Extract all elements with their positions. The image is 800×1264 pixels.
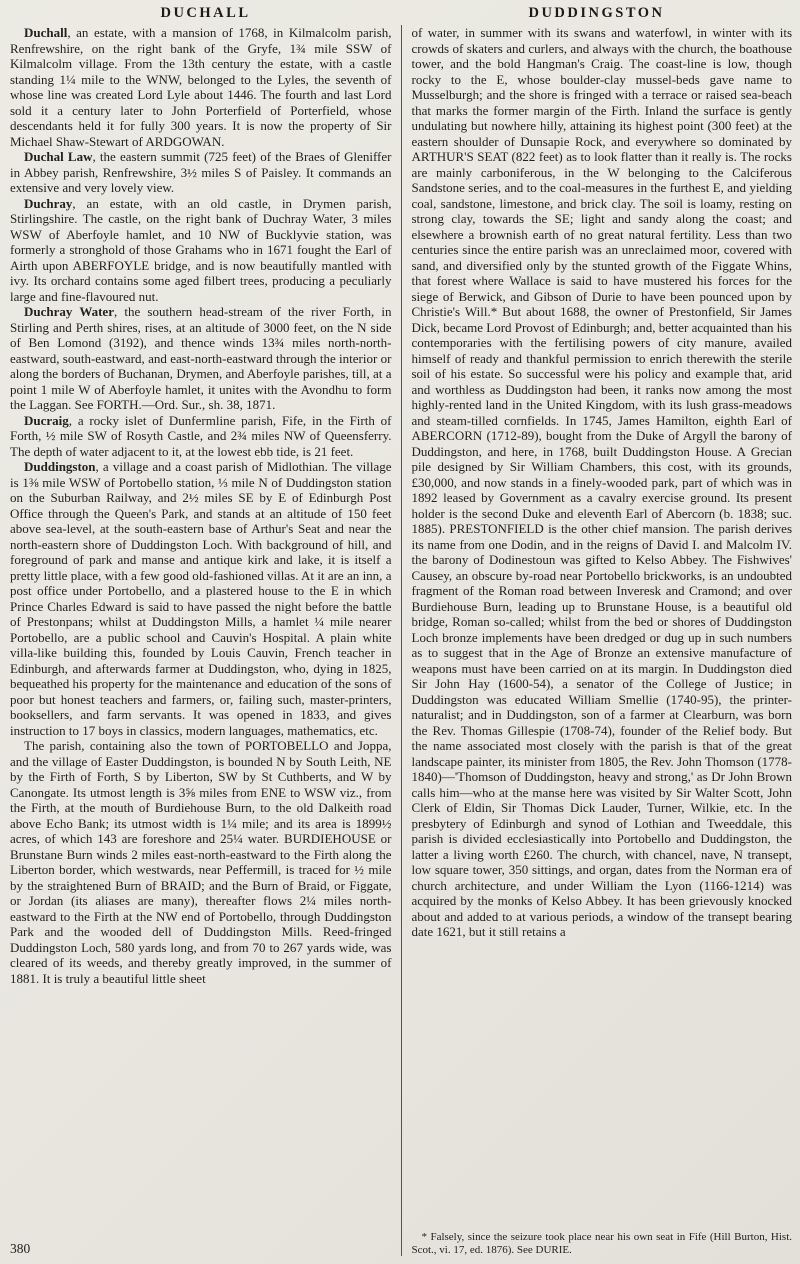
left-column xyxy=(10,25,401,1256)
continuation-paragraph: of water, in summer with its swans and waterfowl, in winter with its crowds of skaters and curlers, and always with the church, the boathouse tower, and the bold Hangman's Craig. The coast-line is low, though rocky to the E, whose boulder-clay mussel-beds gave name to Musselburgh; and the shore is fringed with a terrace or raised sea-beach that marks the former margin of the Firth. Inland the surface is gently undulating but nowhere hilly, attaining its highest point (300 feet) at the eastern shoulder of Dunsapie Rock, and everywhere so dominated by ARTHUR'S SEAT (822 feet) as to look flatter than it really is. The rocks are mainly carboniferous, in the W belonging to the Calciferous Sandstone series, and to the coal-measures in the furthest E, and yielding coal, sandstone, limestone, and brick clay. The soil is loamy, resting on strong clay, towards the SE; light and sandy along the coast; and elsewhere a brownish earth of no great natural fertility. Less than two centuries since the entire parish was an unreclaimed moor, covered with sand, and diversified only by the stunted growth of the Figgate Whins, that forest where Wallace is said to have mustered his forces for the siege of Berwick, and Gibson of Durie to have been pounced upon by Christie's Will.* But about 1688, the owner of Prestonfield, Sir James Dick, became Lord Provost of Edinburgh; and, better acquainted than his contemporaries with the fertilising powers of city manure, availed himself of ready and thankful permission to enrich therewith the sterile soil of his estate. So successful were his policy and example that, arid and worthless as Duddingston had been, it ranks now among the most highly-rented land in the United Kingdom, with its lush grass-meadows and steam-tilled cornfields. In 1745, James Hamilton, eighth Earl of ABERCORN (1712-89), bought from the Duke of Argyll the barony of Duddingston, and here, in 1768, built Duddingston House. A Grecian pile designed by Sir William Chambers, this cost, with its grounds, £30,000, and now stands in a finely-wooded park, part of which was in 1892 leased by Government as a cavalry exercise ground. Its present holder is the second Duke and eleventh Earl of Abercorn (b. 1838; suc. 1885). PRESTONFIELD is the other chief mansion. The parish derives its name from one Dodin, and in the reigns of David I. and Malcolm IV. the barony of Dodinestoun was gifted to Kelso Abbey. The Fishwives' Causey, an obscure by-road near Portobello brickworks, is an undoubted fragment of the Roman road between Inveresk and Cramond; and over Burdiehouse Burn, leading up to Brunstane House, is a beautiful old bridge, Roman so-called; whilst from the bed or shores of Duddingston Loch bronze implements have been dredged or dug up in such numbers as to suggest that in the Age of Bronze an extensive manufacture of weapons must have been carried on at its margin. In Duddingston died Sir John Hay (1600-54), a senator of the College of Justice; in Duddingston was educated William Smellie (1740-95), the printer-naturalist; and in Duddingston, son of a farmer at Clearburn, was born the Rev. Thomas Gillespie (1708-74), founder of the Relief body. But the name associated most closely with the parish is that of the great landscape painter, its minister from 1805, the Rev. John Thomson (1778-1840)—'Thomson of Duddingston, heavy and strong,' as Dr John Brown calls him—who at the manse here was visited by Sir Walter Scott, John Clerk of Eldin, Sir Thomas Dick Lauder, Turner, Wilkie, etc. In the presbytery of Edinburgh and synod of Lothian and Tweeddale, this parish is divided ecclesiastically into Portobello and Duddingston, the latter a living worth £260. The church, with chancel, nave, N transept, low square tower, 350 sittings, and organ, dates from the Norman era of church architecture, and under William the Lyon (1166-1214) was acquired by the monks of Kelso Abbey. It has been grievously knocked about and added to at various periods, a window of the transept bearing date 1621, but it still retains a xyxy=(411,25,792,939)
entry-duchall xyxy=(10,25,392,149)
entry-text-duddingston: , a village and a coast parish of Midlothian. The village is 1⅜ mile WSW of Portobello station, ⅓ mile N of Duddingston station on the Suburban Railway, and 2½ miles SE by E of Edinburgh Post Office through the Queen's Park, and stands at an altitude of 150 feet above sea-level, at the south-eastern base of Arthur's Seat and near the north-eastern shore of Duddingston Loch. With background of hill, and foreground of park and manse and antique kirk and lake, it is itself a pretty little place, with a few good old-fashioned villas. At it are an inn, a post office under Portobello, and a plastered house to the E in which Prince Charles Edward is said to have passed the night before the battle of Prestonpans; whilst at Duddingston Mills, a hamlet ¼ mile nearer Portobello, are a public school and Cauvin's Hospital. A plain white villa-like building this, founded by Louis Cauvin, French teacher in Edinburgh, and afterwards farmer at Duddingston, who, dying in 1825, bequeathed his property for the maintenance and education of the sons of poor but honest teachers and farmers, or, failing such, master-printers, booksellers, and farm servants. It was opened in 1833, and gives instruction to 17 boys in classics, modern languages, mathematics, etc. xyxy=(10,459,392,738)
entry-duddingston xyxy=(10,459,392,738)
entry-term-duddingston: Duddingston xyxy=(24,459,96,474)
page-number: 380 xyxy=(10,1240,31,1256)
running-head-left: DUCHALL xyxy=(160,5,251,21)
entry-ducraig xyxy=(10,413,392,460)
entry-text-duchal-law: , the eastern summit (725 feet) of the Braes of Gleniffer in Abbey parish, Renfrewshire, 3½ miles S of Paisley. It commands an extensive and very lovely view. xyxy=(10,149,392,195)
paragraph-parish: The parish, containing also the town of PORTOBELLO and Joppa, and the village of Easter Duddingston, is bounded N by South Leith, NE by the Firth of Forth, S by Liberton, SW by St Cuthberts, and W by Canongate. Its utmost length is 3⅝ miles from ENE to WSW viz., from the Firth, at the mouth of Burdiehouse Burn, to the old Dalkeith road above Echo Bank; its utmost width is 1¼ mile; and its area is 1899½ acres, of which 143 are foreshore and 25¼ water. BURDIEHOUSE or Brunstane Burn winds 2 miles east-north-eastward to the Firth along the Liberton border, which westwards, near Peffermill, is traced for ½ mile by the straightened Burn of BRAID; and the Burn of Braid, or Figgate, or Jordan (its aliases are many), thereafter flows 2¼ miles north-eastward to the Firth at the NW end of Portobello, through Duddingston Park and the wooded dell of Duddingston Mills. Reed-fringed Duddingston Loch, 580 yards long, and from 70 to 267 yards wide, was cleared of its weeds, and thereby greatly improved, in the summer of 1881. It is truly a beautiful little sheet xyxy=(10,738,392,986)
entry-duchray xyxy=(10,196,392,305)
running-head-right: DUDDINGSTON xyxy=(528,5,665,21)
entry-duchray-water xyxy=(10,304,392,413)
entry-text-duchray: , an estate, with an old castle, in Drymen parish, Stirlingshire. The castle, on the right bank of Duchray Water, 3 miles WSW of Aberfoyle hamlet, and 10 NW of Bucklyvie station, was formerly a stronghold of those Grahams who in 1671 fought the Earl of Airth upon ABERFOYLE bridge, and is now beautifully mantled with ivy. Its orchard contains some aged filbert trees, producing a peculiarly large and fine-flavoured nut. xyxy=(10,195,392,304)
entry-duchal-law xyxy=(10,149,392,196)
running-heads xyxy=(10,5,792,22)
entry-text-duchray-water: , the southern head-stream of the river Forth, in Stirling and Perth shires, rises, at an altitude of 3000 feet, on the N side of Ben Lomond (3192), and thence winds 13¾ miles north-north-eastward, south-eastward, and east-north-eastward through the interior or along the borders of Buchanan, Drymen, and Aberfoyle parishes, till, at a point 1 mile W of Aberfoyle hamlet, it unites with the Avondhu to form the Laggan. See FORTH.—Ord. Sur., sh. 38, 1871. xyxy=(10,304,392,412)
entry-text-ducraig: , a rocky islet of Dunfermline parish, Fife, in the Firth of Forth, ½ mile SW of Rosyth Castle, and 2¾ miles NW of Queensferry. The depth of water adjacent to it, at the lowest ebb tide, is 21 feet. xyxy=(10,412,392,459)
entry-term-duchray-water: Duchray Water xyxy=(24,304,114,319)
text-columns xyxy=(10,25,792,1256)
right-column xyxy=(402,25,793,1256)
entry-text-duchall: , an estate, with a mansion of 1768, in Kilmalcolm parish, Renfrewshire, on the right bank of the Gryfe, 1¾ mile SSW of Kilmalcolm village. From the 13th century the estate, with a castle standing 1¼ mile to the WNW, belonged to the Lyles, the seventh of whose line was created Lord Lyle about 1446. The fourth and last Lord sold it a century later to John Porterfield of Porterfield, whose descendants held it for fully 300 years. It is now the property of Sir Michael Shaw-Stewart of ARDGOWAN. xyxy=(10,25,392,149)
entry-term-duchray: Duchray xyxy=(24,195,73,211)
entry-term-duchall: Duchall xyxy=(24,25,68,40)
entry-term-ducraig: Ducraig xyxy=(24,412,69,428)
entry-term-duchal-law: Duchal Law xyxy=(24,149,93,164)
footnote: * Falsely, since the seizure took place near his own seat in Fife (Hill Burton, Hist. Scot., vi. 17, ed. 1876). See DURIE. xyxy=(411,1231,792,1256)
